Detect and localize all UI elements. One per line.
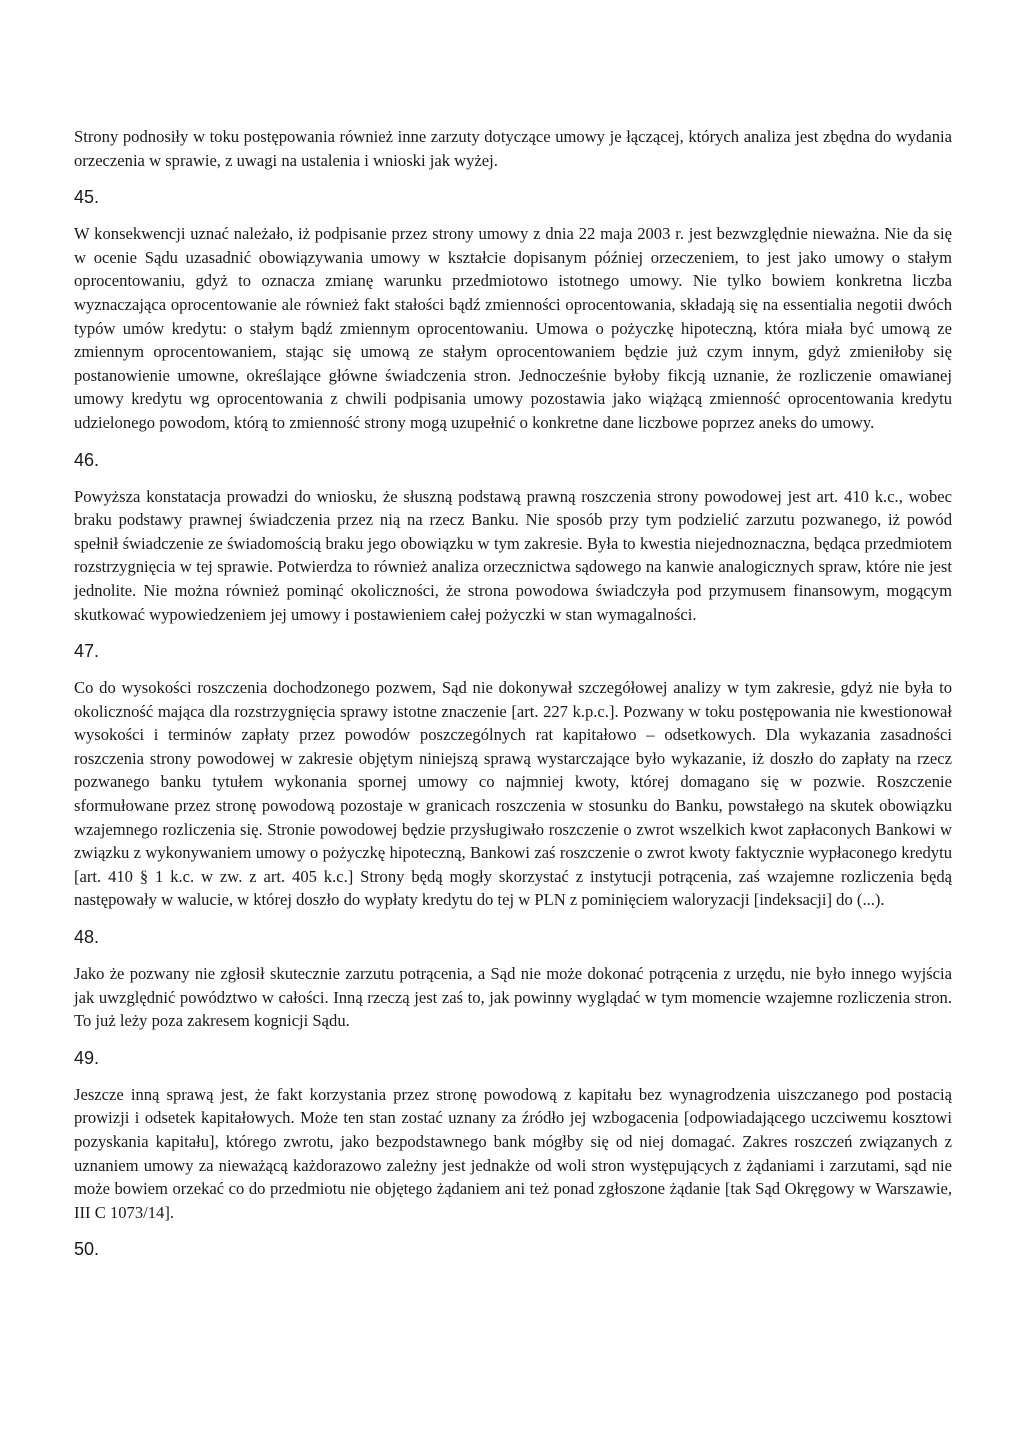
- section-number-49: 49.: [74, 1047, 100, 1068]
- section-number-46: 46.: [74, 449, 100, 470]
- section-number-48: 48.: [74, 927, 100, 948]
- section-number-47: 47.: [74, 641, 100, 662]
- paragraph-49: Jeszcze inną sprawą jest, że fakt korzystania przez stronę powodową z kapitału bez wynagrodzenia uiszczanego pod postacią prowizji i odsetek kapitałowych. Może ten stan zostać uznany za źródło jej wzbogacenia [odpowiadającego uczciwemu kosztowi pozyskania kapitału], którego zwrotu, jako bezpodstawnego bank mógłby się od niej domagać. Zakres roszczeń związanych z uznaniem umowy za nieważącą każdorazowo zależny jest jednakże od woli stron występujących z żądaniami i zarzutami, sąd nie może bowiem orzekać co do przedmiotu nie objętego żądaniem ani też ponad zgłoszone żądanie [tak Sąd Okręgowy w Warszawie, III C 1073/14].: [74, 1084, 952, 1222]
- paragraph-48: Jako że pozwany nie zgłosił skutecznie zarzutu potrącenia, a Sąd nie może dokonać potrącenia z urzędu, nie było innego wyjścia jak uwzględnić powództwo w całości. Inną rzeczą jest zaś to, jak powinny wyglądać w tym momencie wzajemne rozliczenia stron. To już leży poza zakresem kognicji Sądu.: [74, 964, 952, 1031]
- paragraph-45: W konsekwencji uznać należało, iż podpisanie przez strony umowy z dnia 22 maja 2003 r. jest bezwzględnie nieważna. Nie da się w ocenie Sądu uzasadnić obowiązywania umowy w kształcie dopisanym później orzeczeniem, to jest jako umowy o stałym oprocentowaniu, gdyż to oznacza zmianę warunku przedmiotowo istotnego umowy. Nie tylko bowiem konkretna liczba wyznaczająca oprocentowanie ale również fakt stałości bądź zmienności oprocentowania, składają się na essentialia negotii dwóch typów umów kredytu: o stałym bądź zmiennym oprocentowaniu. Umowa o pożyczkę hipoteczną, która miała być umową ze zmiennym oprocentowaniem, stając się umową ze stałym oprocentowaniem będzie już czym innym, gdyż zmieniłoby się postanowienie umowne, określające główne świadczenia stron. Jednocześnie byłoby fikcją uznanie, że rozliczenie omawianej umowy kredytu wg oprocentowania z chwili podpisania umowy pozostawia jako wiążącą zmienność oprocentowania kredytu udzielonego powodom, którą to zmienność strony mogą uzupełnić o konkretne dane liczbowe poprzez aneks do umowy.: [74, 224, 952, 432]
- document-page: [74, 125, 952, 1274]
- paragraph-44-tail: Strony podnosiły w toku postępowania również inne zarzuty dotyczące umowy je łączącej, których analiza jest zbędna do wydania orzeczenia w sprawie, z uwagi na ustalenia i wnioski jak wyżej.: [74, 127, 952, 170]
- section-number-45: 45.: [74, 187, 100, 208]
- section-number-50: 50.: [74, 1239, 100, 1260]
- paragraph-47: Co do wysokości roszczenia dochodzonego pozwem, Sąd nie dokonywał szczegółowej analizy w tym zakresie, gdyż nie była to okoliczność mająca dla rozstrzygnięcia sprawy istotne znaczenie [art. 227 k.p.c.]. Pozwany w toku postępowania nie kwestionował wysokości i terminów zapłaty przez powodów poszczególnych rat kapitałowo – odsetkowych. Dla wykazania zasadności roszczenia strony powodowej w zakresie objętym niniejszą sprawą wystarczające było wykazanie, iż doszło do zapłaty na rzecz pozwanego banku tytułem wykonania spornej umowy co najmniej kwoty, której domagano się w pozwie. Roszczenie sformułowane przez stronę powodową pozostaje w granicach roszczenia w stosunku do Banku, powstałego na skutek obowiązku wzajemnego rozliczenia się. Stronie powodowej będzie przysługiwało roszczenie o zwrot wszelkich kwot zapłaconych Bankowi w związku z wykonywaniem umowy o pożyczkę hipoteczną, Bankowi zaś roszczenie o zwrot kwoty faktycznie wypłaconego kredytu [art. 410 § 1 k.c. w zw. z art. 405 k.c.] Strony będą mogły skorzystać z instytucji potrącenia, zaś wzajemne rozliczenia będą następowały w walucie, w której doszło do wypłaty kredytu do tej w PLN z pominięciem waloryzacji [indeksacji] do (...).: [74, 678, 952, 910]
- paragraph-46: Powyższa konstatacja prowadzi do wniosku, że słuszną podstawą prawną roszczenia strony powodowej jest art. 410 k.c., wobec braku podstawy prawnej świadczenia przez nią na rzecz Banku. Nie sposób przy tym podzielić zarzutu pozwanego, iż powód spełnił świadczenie ze świadomością braku jego obowiązku w tym zakresie. Była to kwestia niejednoznaczna, będąca przedmiotem rozstrzygnięcia w tej sprawie. Potwierdza to również analiza orzecznictwa sądowego na kanwie analogicznych spraw, które nie jest jednolite. Nie można również pominąć okoliczności, że strona powodowa świadczyła pod przymusem finansowym, mogącym skutkować wypowiedzeniem jej umowy i postawieniem całej pożyczki w stan wymagalności.: [74, 486, 952, 624]
